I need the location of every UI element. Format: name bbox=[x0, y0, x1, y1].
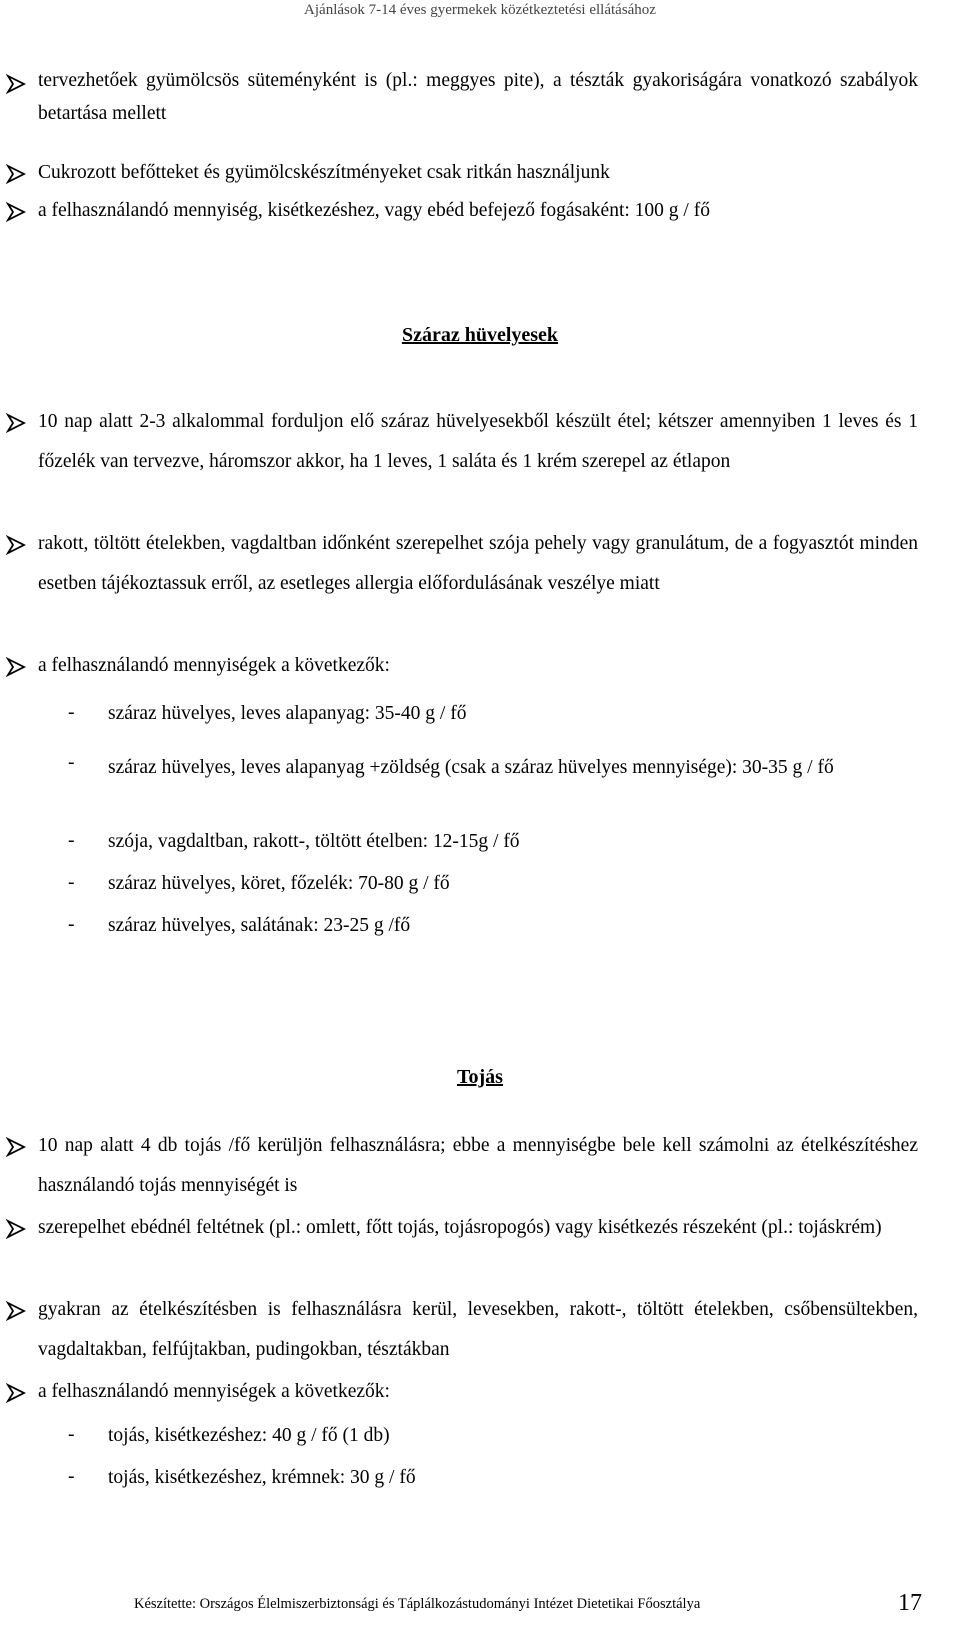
arrowhead-bullet-icon bbox=[6, 164, 26, 184]
bullet-text: szerepelhet ebédnél feltétnek (pl.: omlett, főtt tojás, tojásropogós) vagy kisétkezés részeként (pl.: tojáskrém) bbox=[38, 1217, 882, 1238]
section-heading-legumes: Száraz hüvelyesek bbox=[401, 324, 559, 346]
amount-text: száraz hüvelyes, leves alapanyag +zöldség (csak a száraz hüvelyes mennyisége): 30-35 g / fő bbox=[108, 757, 834, 778]
dash-marker: - bbox=[68, 872, 75, 893]
dash-marker: - bbox=[68, 830, 75, 851]
dash-marker: - bbox=[68, 1424, 75, 1445]
bullet-text: a felhasználandó mennyiségek a következők: bbox=[38, 655, 390, 676]
bullet-text: a felhasználandó mennyiségek a következők: bbox=[38, 1381, 390, 1402]
section-heading-eggs: Tojás bbox=[457, 1066, 503, 1088]
amount-text: tojás, kisétkezéshez, krémnek: 30 g / fő bbox=[108, 1467, 416, 1488]
dash-marker: - bbox=[68, 1466, 75, 1487]
dash-marker: - bbox=[68, 752, 75, 773]
arrowhead-bullet-icon bbox=[6, 74, 26, 94]
running-header: Ajánlások 7-14 éves gyermekek közétkeztetési ellátásához bbox=[304, 2, 656, 18]
arrowhead-bullet-icon bbox=[6, 657, 26, 677]
arrowhead-bullet-icon bbox=[6, 413, 26, 433]
arrowhead-bullet-icon bbox=[6, 202, 26, 222]
bullet-text: 10 nap alatt 4 db tojás /fő kerüljön felhasználásra; ebbe a mennyiségbe bele kell számolni az ételkészítéshez használandó tojás mennyiségét is bbox=[38, 1135, 918, 1196]
arrowhead-bullet-icon bbox=[6, 1301, 26, 1321]
amount-text: száraz hüvelyes, salátának: 23-25 g /fő bbox=[108, 915, 411, 936]
arrowhead-bullet-icon bbox=[6, 1383, 26, 1403]
arrowhead-bullet-icon bbox=[6, 1137, 26, 1157]
bullet-text: 10 nap alatt 2-3 alkalommal forduljon elő száraz hüvelyesekből készült étel; kétszer amennyiben 1 leves és 1 főzelék van tervezve, háromszor akkor, ha 1 leves, 1 saláta és 1 krém szerepel az étlapon bbox=[38, 411, 918, 472]
amount-text: szója, vagdaltban, rakott-, töltött ételben: 12-15g / fő bbox=[108, 831, 520, 852]
page-number: 17 bbox=[898, 1590, 922, 1616]
arrowhead-bullet-icon bbox=[6, 535, 26, 555]
dash-marker: - bbox=[68, 702, 75, 723]
arrowhead-bullet-icon bbox=[6, 1219, 26, 1239]
bullet-text: gyakran az ételkészítésben is felhasználásra kerül, levesekben, rakott-, töltött ételekben, csőbensültekben, vagdaltakban, felfújtakban, pudingokban, tésztákban bbox=[38, 1299, 918, 1360]
bullet-text: a felhasználandó mennyiség, kisétkezéshez, vagy ebéd befejező fogásaként: 100 g / fő bbox=[38, 200, 710, 221]
amount-text: tojás, kisétkezéshez: 40 g / fő (1 db) bbox=[108, 1425, 390, 1446]
dash-marker: - bbox=[68, 914, 75, 935]
bullet-text: rakott, töltött ételekben, vagdaltban időnként szerepelhet szója pehely vagy granulátum, de a fogyasztót minden esetben tájékoztassuk erről, az esetleges allergia előfordulásának veszélye miatt bbox=[38, 533, 918, 594]
bullet-text: Cukrozott befőtteket és gyümölcskészítményeket csak ritkán használjunk bbox=[38, 162, 610, 183]
amount-text: száraz hüvelyes, köret, főzelék: 70-80 g / fő bbox=[108, 873, 450, 894]
amount-text: száraz hüvelyes, leves alapanyag: 35-40 g / fő bbox=[108, 703, 467, 724]
page-footer: Készítette: Országos Élelmiszerbiztonsági és Táplálkozástudományi Intézet Dietetikai Főosztálya bbox=[134, 1596, 701, 1612]
bullet-text: tervezhetőek gyümölcsös süteményként is (pl.: meggyes pite), a tészták gyakoriságára vonatkozó szabályok betartása mellett bbox=[38, 70, 918, 124]
